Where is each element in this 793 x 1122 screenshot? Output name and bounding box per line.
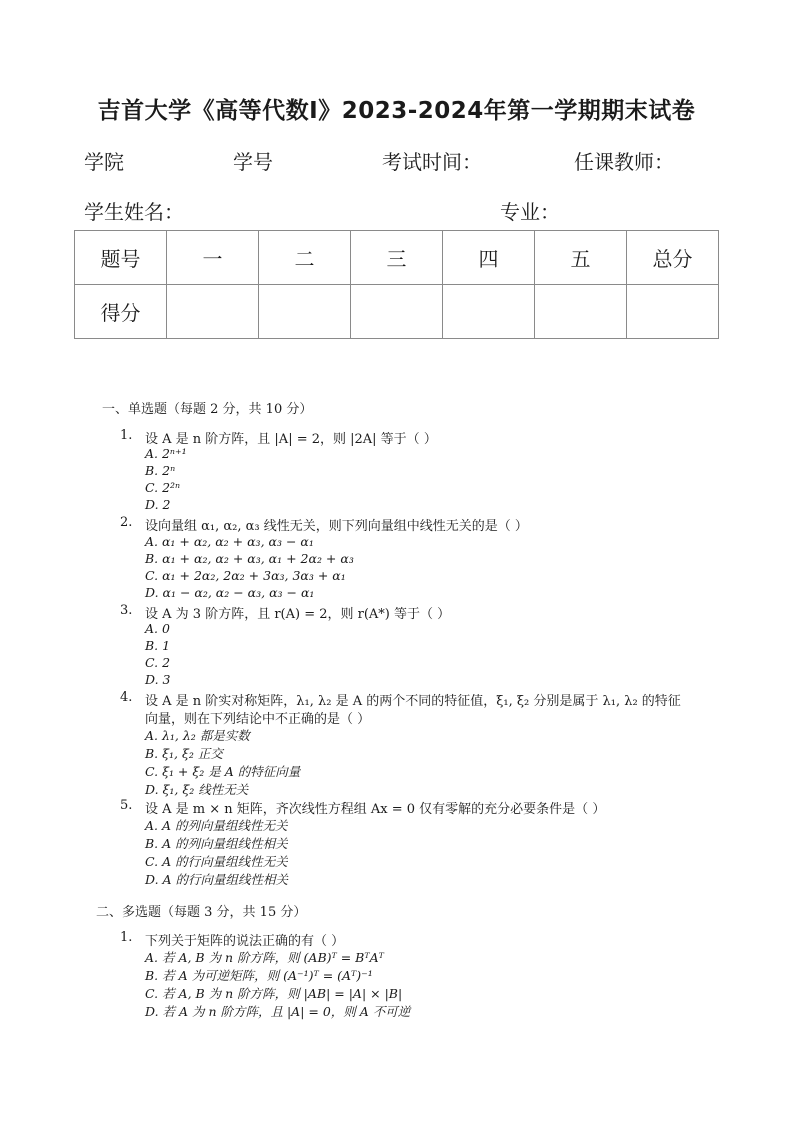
option: A. 若 A, B 为 n 阶方阵，则 (AB)ᵀ = BᵀAᵀ: [145, 950, 384, 965]
score-cell: [259, 285, 351, 339]
option: A. 0: [145, 621, 170, 636]
question-number: 2.: [120, 515, 133, 530]
option: A. A 的列向量组线性无关: [145, 818, 288, 833]
option: B. A 的列向量组线性相关: [145, 836, 288, 851]
option: B. α₁ + α₂, α₂ + α₃, α₁ + 2α₂ + α₃: [145, 551, 354, 566]
question-number: 4.: [120, 690, 133, 705]
option: D. α₁ − α₂, α₂ − α₃, α₃ − α₁: [145, 585, 315, 600]
score-header-cell: 三: [351, 231, 443, 285]
question-text: 设 A 是 n 阶实对称矩阵，λ₁, λ₂ 是 A 的两个不同的特征值，ξ₁, ξ₂ 分别是属于 λ₁, λ₂ 的特征: [145, 694, 681, 709]
option: B. 2ⁿ: [145, 463, 176, 478]
student-id-label: 学号: [233, 150, 273, 174]
score-table: [74, 230, 719, 339]
score-header-cell: 二: [259, 231, 351, 285]
question-number: 1.: [120, 930, 133, 945]
score-cell: [627, 285, 719, 339]
option: C. A 的行向量组线性无关: [145, 854, 288, 869]
college-label: 学院: [84, 150, 124, 174]
score-cell: [443, 285, 535, 339]
question-text: 设 A 为 3 阶方阵，且 r(A) = 2，则 r(A*) 等于（ ）: [145, 607, 451, 622]
student-name-label: 学生姓名：: [84, 200, 184, 224]
score-header-cell: 四: [443, 231, 535, 285]
option: C. 2²ⁿ: [145, 480, 181, 495]
option: C. 2: [145, 655, 171, 670]
option: A. 2ⁿ⁺¹: [145, 446, 187, 461]
option: D. 3: [145, 672, 171, 687]
question-number: 5.: [120, 798, 133, 813]
option: B. 若 A 为可逆矩阵，则 (A⁻¹)ᵀ = (Aᵀ)⁻¹: [145, 968, 373, 983]
option: D. 2: [145, 497, 171, 512]
option: C. ξ₁ + ξ₂ 是 A 的特征向量: [145, 764, 301, 779]
option: D. 若 A 为 n 阶方阵，且 |A| = 0，则 A 不可逆: [145, 1004, 411, 1019]
score-header-cell: 总分: [627, 231, 719, 285]
question-number: 1.: [120, 428, 133, 443]
section-2-heading: 二、多选题（每题 3 分，共 15 分）: [96, 905, 307, 920]
teacher-label: 任课教师：: [574, 150, 674, 174]
exam-title: 吉首大学《高等代数I》2023-2024年第一学期期末试卷: [97, 98, 696, 124]
score-row-label: 得分: [75, 285, 167, 339]
score-cell: [167, 285, 259, 339]
question-text-continued: 向量，则在下列结论中不正确的是（ ）: [145, 712, 371, 727]
option: D. ξ₁, ξ₂ 线性无关: [145, 782, 249, 797]
exam-time-label: 考试时间：: [382, 150, 482, 174]
score-table-score-row: [75, 285, 719, 339]
option: B. 1: [145, 638, 171, 653]
question-text: 设 A 是 n 阶方阵，且 |A| = 2，则 |2A| 等于（ ）: [145, 432, 437, 447]
option: A. λ₁, λ₂ 都是实数: [145, 728, 250, 743]
question-text: 下列关于矩阵的说法正确的有（ ）: [145, 934, 345, 949]
major-label: 专业：: [500, 200, 560, 224]
option: D. A 的行向量组线性相关: [145, 872, 289, 887]
option: A. α₁ + α₂, α₂ + α₃, α₃ − α₁: [145, 534, 314, 549]
score-table-header-row: [75, 231, 719, 285]
score-header-cell: 五: [535, 231, 627, 285]
score-cell: [535, 285, 627, 339]
score-cell: [351, 285, 443, 339]
question-number: 3.: [120, 603, 133, 618]
option: C. α₁ + 2α₂, 2α₂ + 3α₃, 3α₃ + α₁: [145, 568, 346, 583]
score-header-cell: 一: [167, 231, 259, 285]
question-text: 设向量组 α₁, α₂, α₃ 线性无关，则下列向量组中线性无关的是（ ）: [145, 519, 528, 534]
score-header-cell: 题号: [75, 231, 167, 285]
option: C. 若 A, B 为 n 阶方阵，则 |AB| = |A| × |B|: [145, 986, 403, 1001]
option: B. ξ₁, ξ₂ 正交: [145, 746, 223, 761]
section-1-heading: 一、单选题（每题 2 分，共 10 分）: [102, 402, 313, 417]
question-text: 设 A 是 m × n 矩阵，齐次线性方程组 Ax = 0 仅有零解的充分必要条件是（ ）: [145, 802, 606, 817]
